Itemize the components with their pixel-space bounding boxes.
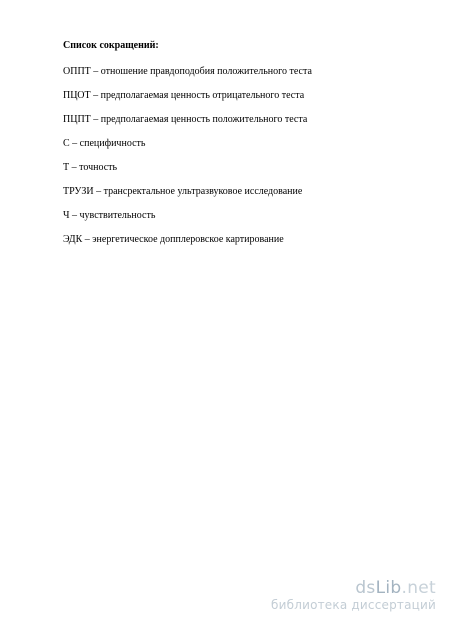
abbreviation-list bbox=[63, 66, 312, 258]
list-item: ПЦОТ – предполагаемая ценность отрицательного теста bbox=[63, 90, 305, 101]
watermark-logo-ds: ds bbox=[355, 578, 376, 598]
list-item: ТРУЗИ – трансректальное ультразвуковое исследование bbox=[63, 186, 303, 197]
dslib-watermark bbox=[271, 578, 436, 612]
watermark-tagline: библиотека диссертаций bbox=[271, 598, 436, 612]
list-item: С – специфичность bbox=[63, 138, 146, 149]
list-item: Ч – чувствительность bbox=[63, 210, 156, 221]
watermark-logo-lib: Lib bbox=[375, 578, 402, 598]
list-item: ОППТ – отношение правдоподобия положительного теста bbox=[63, 66, 312, 77]
watermark-logo-net: .net bbox=[401, 578, 436, 598]
list-item: ПЦПТ – предполагаемая ценность положительного теста bbox=[63, 114, 308, 125]
watermark-logo bbox=[271, 578, 436, 598]
list-item: Т – точность bbox=[63, 162, 118, 173]
list-item: ЭДК – энергетическое допплеровское картирование bbox=[63, 234, 284, 245]
list-heading: Список сокращений: bbox=[63, 40, 159, 51]
